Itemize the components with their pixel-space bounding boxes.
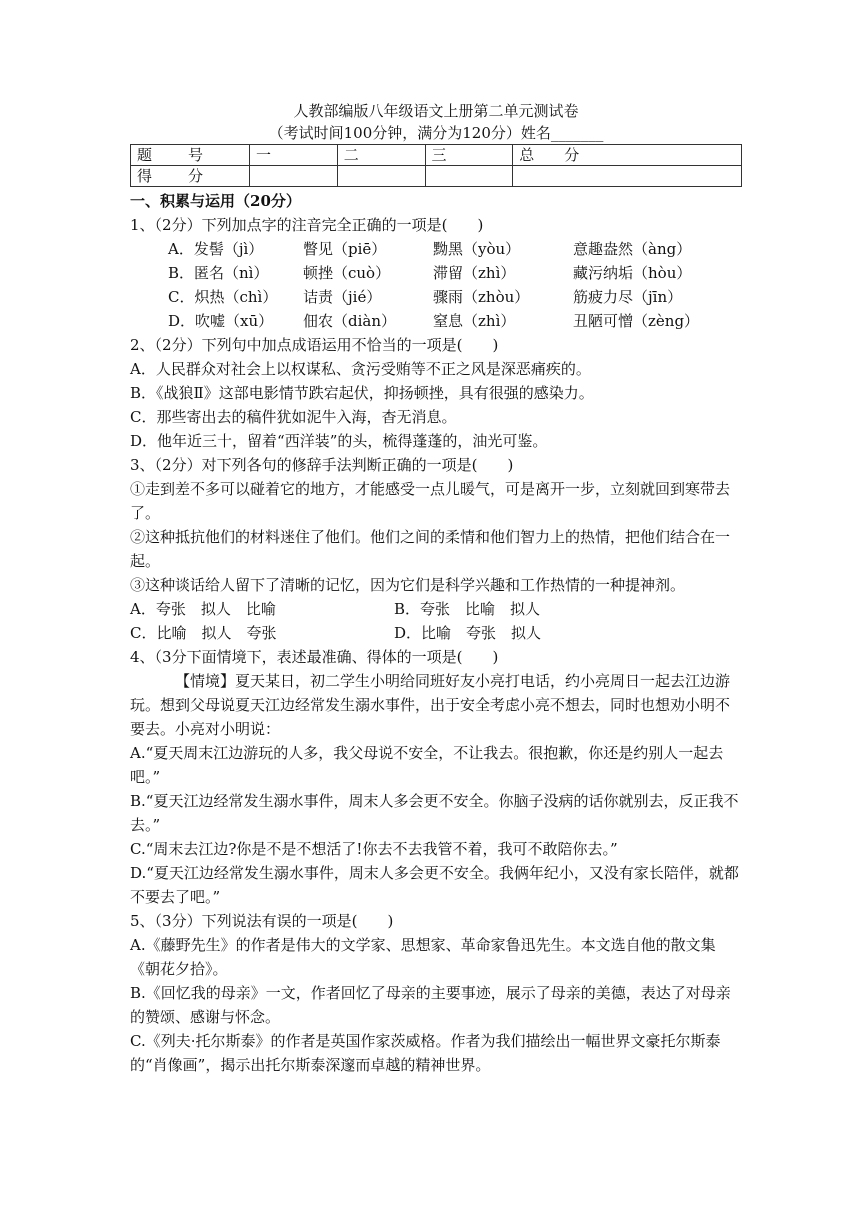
option-c-item: C．炽热（chì）: [168, 288, 278, 306]
exam-page: [130, 100, 742, 1077]
option-d-item: 窒息（zhì）: [433, 312, 516, 330]
question-4-option-b: B.“夏天江边经常发生溺水事件，周末人多会更不安全。你脑子没病的话你就别去，反正我不去。”: [130, 792, 739, 834]
option-a-item: 瞥见（piē）: [303, 240, 387, 258]
score-cell[interactable]: [425, 166, 513, 187]
question-2-stem: 2、（2分）下列句中加点成语运用不恰当的一项是( ): [130, 336, 499, 354]
question-3-option-d: D．比喻 夸张 拟人: [394, 624, 542, 642]
question-3-option-b: B．夸张 比喻 拟人: [394, 600, 541, 618]
question-3-sentence-2: ②这种抵抗他们的材料迷住了他们。他们之间的柔情和他们智力上的热情，把他们结合在一起。: [130, 528, 731, 570]
score-cell: 总 分: [513, 145, 742, 166]
option-b-item: 藏污纳垢（hòu）: [573, 264, 692, 282]
option-c-item: 诘责（jié）: [303, 288, 382, 306]
question-4-option-c: C.“周末去江边?你是不是不想活了!你去不去我管不着，我可不敢陪你去。”: [130, 840, 618, 858]
section-heading: 一、积累与运用（20分）: [130, 192, 301, 210]
question-4-context: 【情境】夏天某日，初二学生小明给同班好友小亮打电话，约小亮周日一起去江边游玩。想到父母说夏天江边经常发生溺水事件，出于安全考虑小亮不想去，同时也想劝小明不要去。小亮对小明说：: [130, 672, 731, 738]
question-3-option-c: C．比喻 拟人 夸张: [130, 624, 277, 642]
score-table-row-score: [131, 166, 742, 187]
option-a-item: A．发髻（jì）: [168, 240, 264, 258]
question-2-option-d: D．他年近三十，留着“西洋装”的头，梳得蓬蓬的，油光可鉴。: [130, 432, 548, 450]
question-5-option-b: B.《回忆我的母亲》一文，作者回忆了母亲的主要事迹，展示了母亲的美德，表达了对母亲的赞颂、感谢与怀念。: [130, 984, 731, 1026]
option-c-item: 筋疲力尽（jīn）: [573, 288, 683, 306]
question-4-option-d: D.“夏天江边经常发生溺水事件，周末人多会更不安全。我俩年纪小，又没有家长陪伴，就都不要去了吧。”: [130, 864, 739, 906]
question-3-options: [130, 597, 742, 645]
question-5-option-a: A.《藤野先生》的作者是伟大的文学家、思想家、革命家鲁迅先生。本文选自他的散文集《朝花夕拾》。: [130, 936, 716, 978]
option-a-item: 意趣盎然（àng）: [573, 240, 692, 258]
option-a-item: 黝黑（yòu）: [433, 240, 521, 258]
question-2-option-b: B．《战狼Ⅱ》这部电影情节跌宕起伏，抑扬顿挫，具有很强的感染力。: [130, 384, 594, 402]
score-cell[interactable]: [250, 166, 338, 187]
question-4-stem: 4、（3分下面情境下，表述最准确、得体的一项是( ): [130, 648, 499, 666]
exam-subtitle: （考试时间100分钟，满分为120分）姓名_______: [268, 124, 604, 142]
score-cell: 二: [337, 145, 425, 166]
question-2-option-c: C．那些寄出去的稿件犹如泥牛入海，杳无消息。: [130, 408, 457, 426]
score-cell[interactable]: [337, 166, 425, 187]
score-cell: 得 分: [131, 166, 250, 187]
question-5-option-c: C.《列夫·托尔斯泰》的作者是英国作家茨威格。作者为我们描绘出一幅世界文豪托尔斯泰的“肖像画”，揭示出托尔斯泰深邃而卓越的精神世界。: [130, 1032, 721, 1074]
question-3-sentence-3: ③这种谈话给人留下了清晰的记忆，因为它们是科学兴趣和工作热情的一种提神剂。: [130, 576, 686, 594]
score-cell: 一: [250, 145, 338, 166]
score-table: [130, 144, 742, 187]
question-4-option-a: A.“夏天周末江边游玩的人多，我父母说不安全，不让我去。很抱歉，你还是约别人一起去吧。”: [130, 744, 724, 786]
question-3-option-a: A．夸张 拟人 比喻: [130, 600, 276, 618]
option-c-item: 骤雨（zhòu）: [433, 288, 530, 306]
question-1-stem: 1、（2分）下列加点字的注音完全正确的一项是( ): [130, 216, 484, 234]
score-cell[interactable]: [513, 166, 742, 187]
question-1-options: [130, 237, 742, 333]
option-d-item: 佃农（diàn）: [303, 312, 397, 330]
question-2-option-a: A．人民群众对社会上以权谋私、贪污受贿等不正之风是深恶痛疾的。: [130, 360, 591, 378]
option-d-item: 丑陋可憎（zèng）: [573, 312, 700, 330]
option-d-item: D．吹嘘（xū）: [168, 312, 274, 330]
option-b-item: 滞留（zhì）: [433, 264, 516, 282]
option-b-item: 顿挫（cuò）: [303, 264, 391, 282]
score-cell: 题 号: [131, 145, 250, 166]
score-cell: 三: [425, 145, 513, 166]
question-3-sentence-1: ①走到差不多可以碰着它的地方，才能感受一点儿暖气，可是离开一步，立刻就回到寒带去了。: [130, 480, 731, 522]
exam-title: 人教部编版八年级语文上册第二单元测试卷: [293, 102, 579, 120]
question-5-stem: 5、（3分）下列说法有误的一项是( ): [130, 912, 394, 930]
score-table-row-header: [131, 145, 742, 166]
option-b-item: B．匿名（nì）: [168, 264, 269, 282]
question-3-stem: 3、（2分）对下列各句的修辞手法判断正确的一项是( ): [130, 456, 514, 474]
